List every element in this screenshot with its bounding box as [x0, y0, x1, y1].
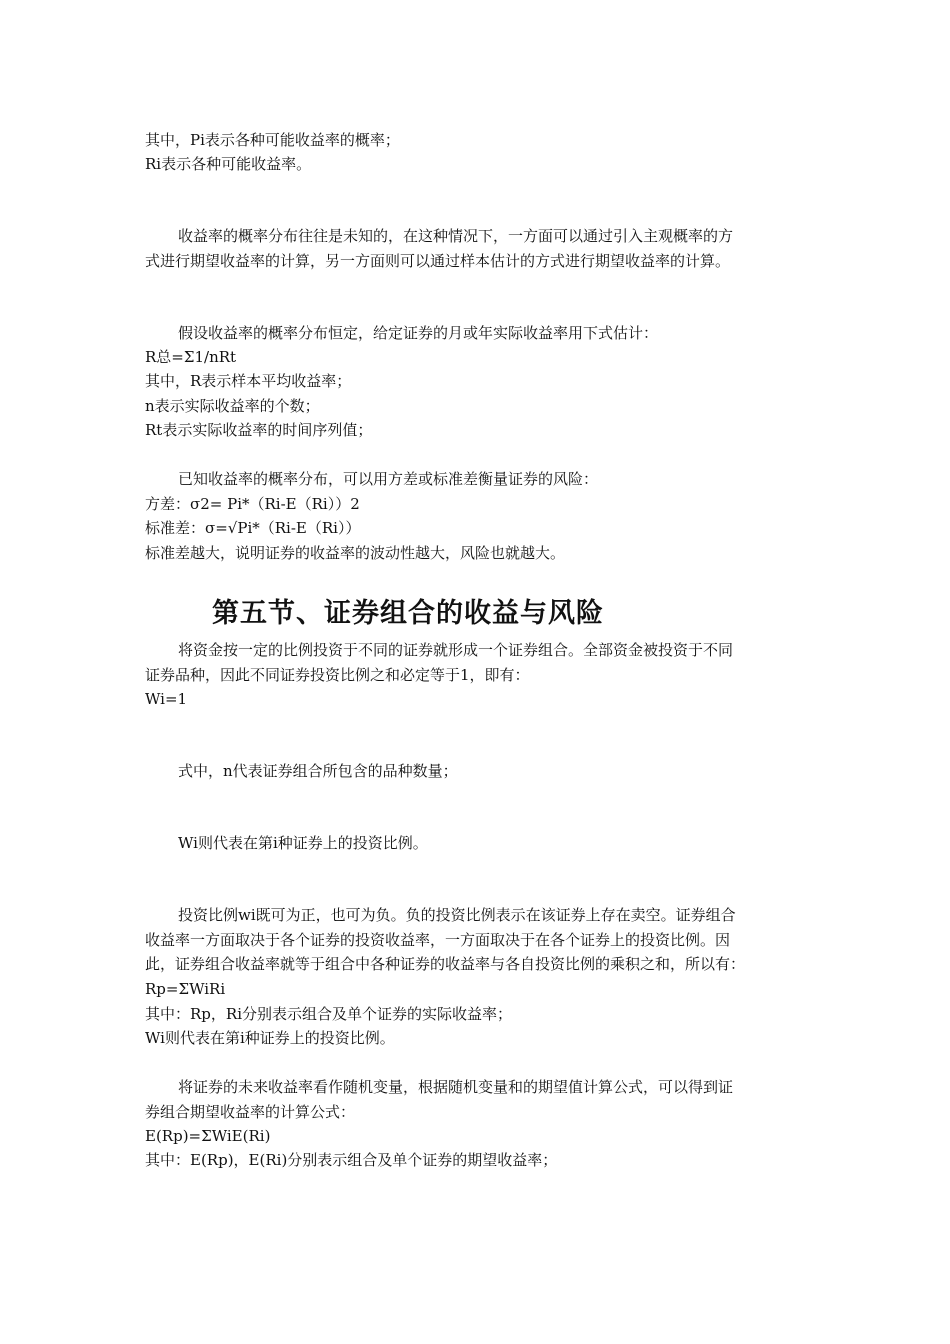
formula-line: 方差：σ2= Pi*（Ri-E（Ri））2	[145, 495, 360, 513]
formula-line: Rp=ΣWiRi	[145, 980, 226, 998]
formula-line: E(Rp)=ΣWiE(Ri)	[145, 1127, 271, 1145]
paragraph-line: 已知收益率的概率分布，可以用方差或标准差衡量证券的风险：	[178, 470, 599, 488]
paragraph-line: 此，证券组合收益率就等于组合中各种证券的收益率与各自投资比例的乘积之和，所以有：	[145, 955, 746, 973]
section-heading: 第五节、证券组合的收益与风险	[212, 598, 604, 629]
paragraph-line: 收益率的概率分布往往是未知的，在这种情况下，一方面可以通过引入主观概率的方	[178, 227, 734, 245]
formula-line: R总=Σ1/nRt	[145, 348, 237, 366]
text-line: Wi则代表在第i种证券上的投资比例。	[145, 1029, 395, 1047]
text-line: 标准差越大，说明证券的收益率的波动性越大，风险也就越大。	[145, 544, 566, 562]
paragraph-line: 收益率一方面取决于各个证券的投资收益率，一方面取决于在各个证券上的投资比例。因	[145, 931, 731, 949]
paragraph-line: 将证券的未来收益率看作随机变量，根据随机变量和的期望值计算公式，可以得到证	[178, 1078, 734, 1096]
text-line: 其中，Pi表示各种可能收益率的概率；	[145, 131, 400, 149]
text-line: 其中，R表示样本平均收益率；	[145, 372, 352, 390]
paragraph-line: 假设收益率的概率分布恒定，给定证券的月或年实际收益率用下式估计：	[178, 324, 659, 342]
text-line: n表示实际收益率的个数；	[145, 397, 320, 415]
paragraph-line: 式中，n代表证券组合所包含的品种数量；	[178, 762, 458, 780]
formula-line: 标准差：σ=√Pi*（Ri-E（Ri））	[145, 519, 361, 537]
text-line: Rt表示实际收益率的时间序列值；	[145, 421, 373, 439]
text-line: 其中：E(Rp)，E(Ri)分别表示组合及单个证券的期望收益率；	[145, 1151, 558, 1169]
text-line: 其中：Rp，Ri分别表示组合及单个证券的实际收益率；	[145, 1005, 512, 1023]
paragraph-line: 券组合期望收益率的计算公式：	[145, 1103, 356, 1121]
paragraph-line: 证券品种，因此不同证券投资比例之和必定等于1，即有：	[145, 666, 530, 684]
text-line: Ri表示各种可能收益率。	[145, 155, 312, 173]
paragraph-line: 投资比例wi既可为正，也可为负。负的投资比例表示在该证券上存在卖空。证券组合	[178, 906, 736, 924]
paragraph-line: 式进行期望收益率的计算，另一方面则可以通过样本估计的方式进行期望收益率的计算。	[145, 252, 731, 270]
formula-line: Wi=1	[145, 690, 188, 708]
paragraph-line: 将资金按一定的比例投资于不同的证券就形成一个证券组合。全部资金被投资于不同	[178, 641, 734, 659]
paragraph-line: Wi则代表在第i种证券上的投资比例。	[178, 834, 428, 852]
